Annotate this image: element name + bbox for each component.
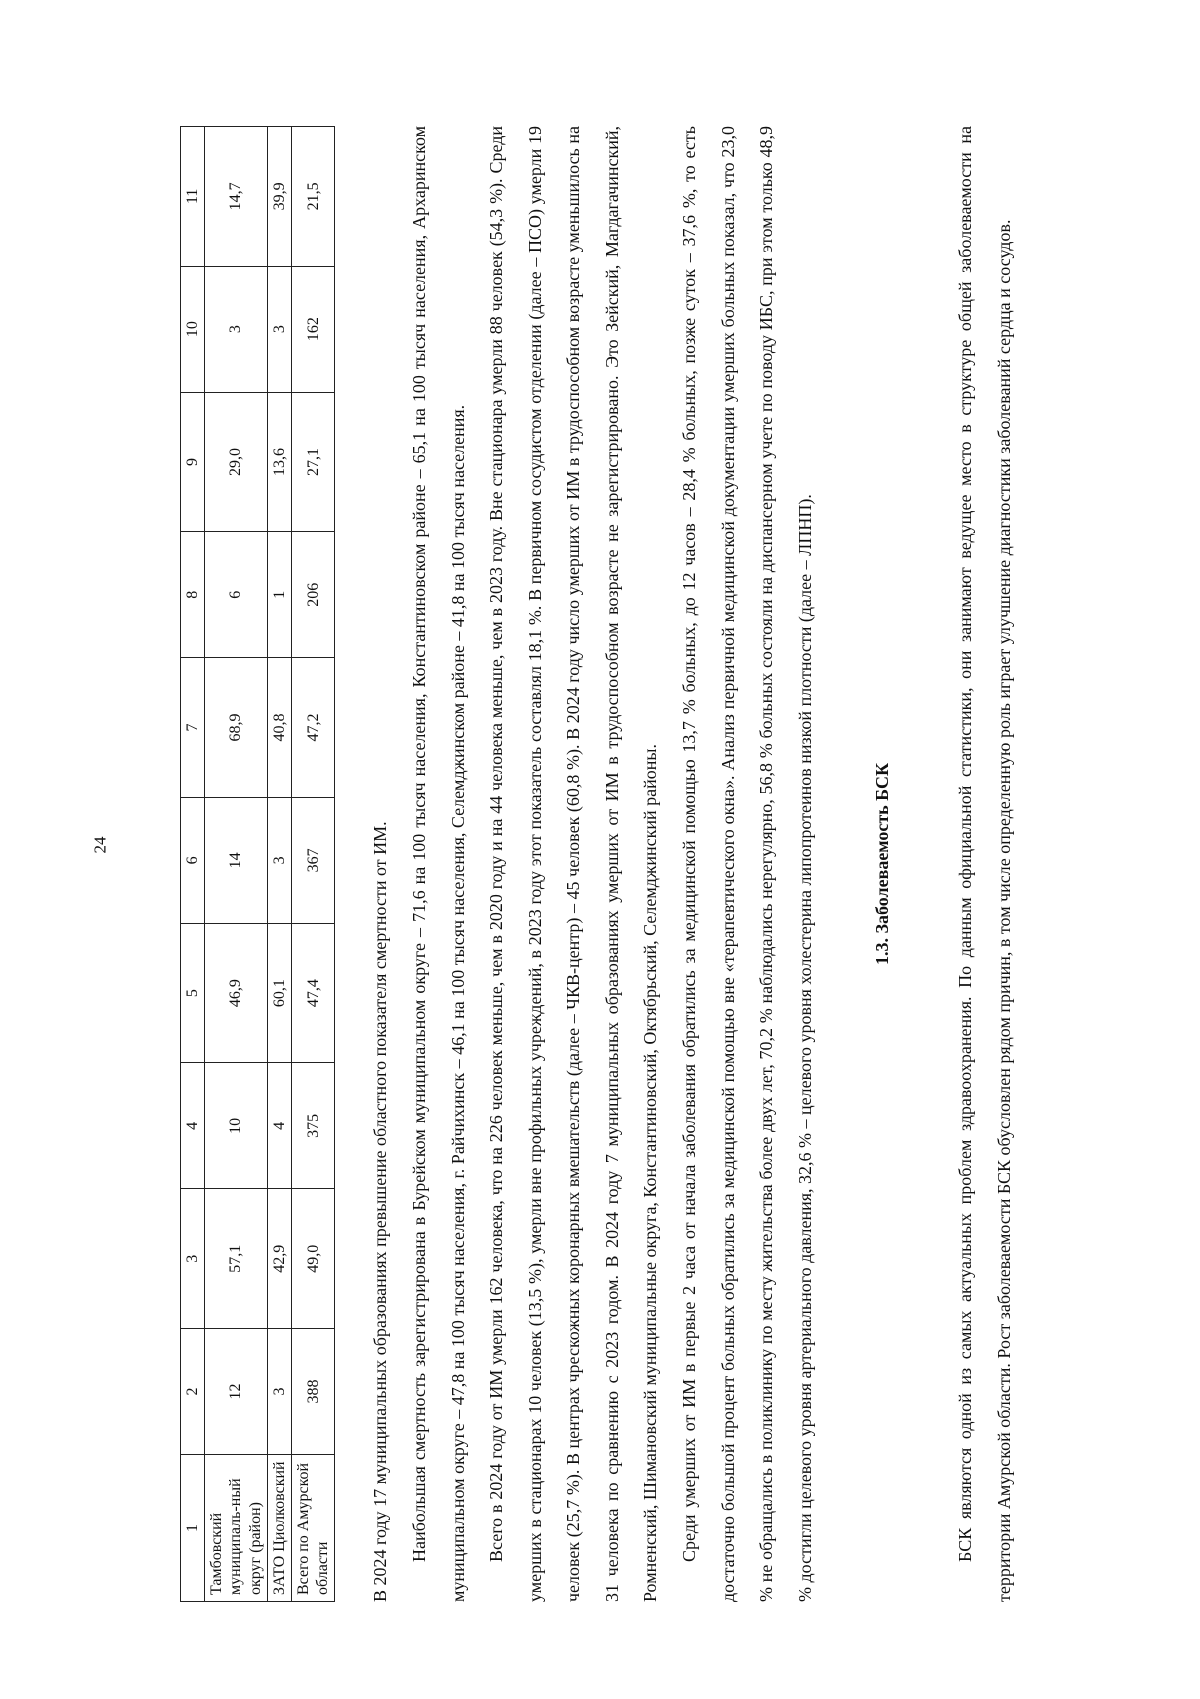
table-cell-region: Всего по Амурской области (291, 1455, 334, 1602)
table-cell-region: Тамбовский муниципаль-ный округ (район) (205, 1455, 268, 1602)
table-cell: 6 (205, 532, 268, 658)
table-header-row (181, 127, 205, 1602)
table-header-cell: 11 (181, 127, 205, 267)
table-header-cell: 8 (181, 532, 205, 658)
table-cell: 57,1 (205, 1189, 268, 1329)
table-cell: 206 (291, 532, 334, 658)
table-cell: 162 (291, 266, 334, 392)
table-cell: 39,9 (267, 127, 291, 267)
table-header-cell: 9 (181, 392, 205, 532)
table-row-total (291, 127, 334, 1602)
table-cell: 10 (205, 1063, 268, 1189)
table-cell: 21,5 (291, 127, 334, 267)
mortality-table (180, 126, 335, 1602)
table-header-cell: 1 (181, 1455, 205, 1602)
table-cell: 14 (205, 797, 268, 923)
table-cell: 29,0 (205, 392, 268, 532)
table-cell: 3 (267, 1329, 291, 1455)
section-heading: 1.3. Заболеваемость БСК (872, 762, 893, 966)
table-cell: 40,8 (267, 658, 291, 798)
table-header-cell: 2 (181, 1329, 205, 1455)
table-cell: 13,6 (267, 392, 291, 532)
table-cell: 68,9 (205, 658, 268, 798)
table-cell: 47,2 (291, 658, 334, 798)
rotated-page-content (180, 126, 1055, 1602)
table-cell: 27,1 (291, 392, 334, 532)
table-header-cell: 4 (181, 1063, 205, 1189)
table-header-cell: 7 (181, 658, 205, 798)
table-cell-region: ЗАТО Циолковский (267, 1455, 291, 1602)
paragraph: Всего в 2024 году от ИМ умерли 162 человека, что на 226 человек меньше, чем в 2020 году и на 44 человека меньше, чем в 2023 году. Вне стационара умерли 88 человек (54,3 %). Среди умерших в стационарах 10 человек (13,5 %), умерли вне профильных учреждений, в 2023 году этот показатель составлял 18,1 %. В первичном сосудистом отделении (далее – ПСО) умерли 19 человек (25,7 %). В центрах чрескожных коронарных вмешательств (далее – ЧКВ-центр) – 45 человек (60,8 %). В 2024 году число умерших от ИМ в трудоспособном возрасте уменьшилось на 31 человека по сравнению с 2023 годом. В 2024 году 7 муниципальных образованиях умерших от ИМ в трудоспособном возрасте не зарегистрировано. Это Зейский, Магдагачинский, Ромненский, Шимановский муниципальные округа, Константиновский, Октябрьский, Селемджинский районы. (486, 126, 661, 1602)
body-text (361, 126, 1023, 1602)
table-cell: 4 (267, 1063, 291, 1189)
table-row (267, 127, 291, 1602)
table-header-cell: 3 (181, 1189, 205, 1329)
paragraph: БСК являются одной из самых актуальных проблем здравоохранения. По данным официальной статистики, они занимают ведущее место в структуре общей заболеваемости на территории Амурской области. Рост заболеваемости БСК обусловлен рядом причин, в том числе определенную роль играет улучшение диагностики заболеваний сердца и сосудов. (955, 126, 1015, 1602)
table-cell: 12 (205, 1329, 268, 1455)
table-header-cell: 6 (181, 797, 205, 923)
table-cell: 14,7 (205, 127, 268, 267)
paragraph: Среди умерших от ИМ в первые 2 часа от начала заболевания обратились за медицинской помощью 13,7 % больных, до 12 часов – 28,4 % больных, позже суток – 37,6 %, то есть достаточно большой процент больных обратились за медицинской помощью вне «терапевтического окна». Анализ первичной медицинской документации умерших больных показал, что 23,0 % не обращались в поликлинику по месту жительства более двух лет, 70,2 % наблюдались нерегулярно, 56,8 % больных состояли на диспансерном учете по поводу ИБС, при этом только 48,9 % достигли целевого уровня артериального давления, 32,6 % – целевого уровня холестерина липопротеинов низкой плотности (далее – ЛПНП). (679, 126, 815, 1602)
table-cell: 3 (205, 266, 268, 392)
table-cell: 49,0 (291, 1189, 334, 1329)
table-header-cell: 5 (181, 923, 205, 1063)
table-cell: 60,1 (267, 923, 291, 1063)
table-cell: 388 (291, 1329, 334, 1455)
table-cell: 3 (267, 797, 291, 923)
paragraph: В 2024 году 17 муниципальных образованиях превышение областного показателя смертности от ИМ. (370, 821, 391, 1602)
table-cell: 375 (291, 1063, 334, 1189)
table-cell: 1 (267, 532, 291, 658)
table-cell: 46,9 (205, 923, 268, 1063)
table-header-cell: 10 (181, 266, 205, 392)
page-number: 24 (90, 836, 110, 854)
table-cell: 47,4 (291, 923, 334, 1063)
table-cell: 42,9 (267, 1189, 291, 1329)
table-cell: 3 (267, 266, 291, 392)
table-row (205, 127, 268, 1602)
table-cell: 367 (291, 797, 334, 923)
paragraph: Наибольшая смертность зарегистрирована в Бурейском муниципальном округе – 71,6 на 100 тысяч населения, Константиновском районе – 65,1 на 100 тысяч населения, Архаринском муниципальном округе – 47,8 на 100 тысяч населения, г. Райчихинск – 46,1 на 100 тысяч населения, Селемджинском районе – 41,8 на 100 тысяч населения. (408, 126, 468, 1602)
